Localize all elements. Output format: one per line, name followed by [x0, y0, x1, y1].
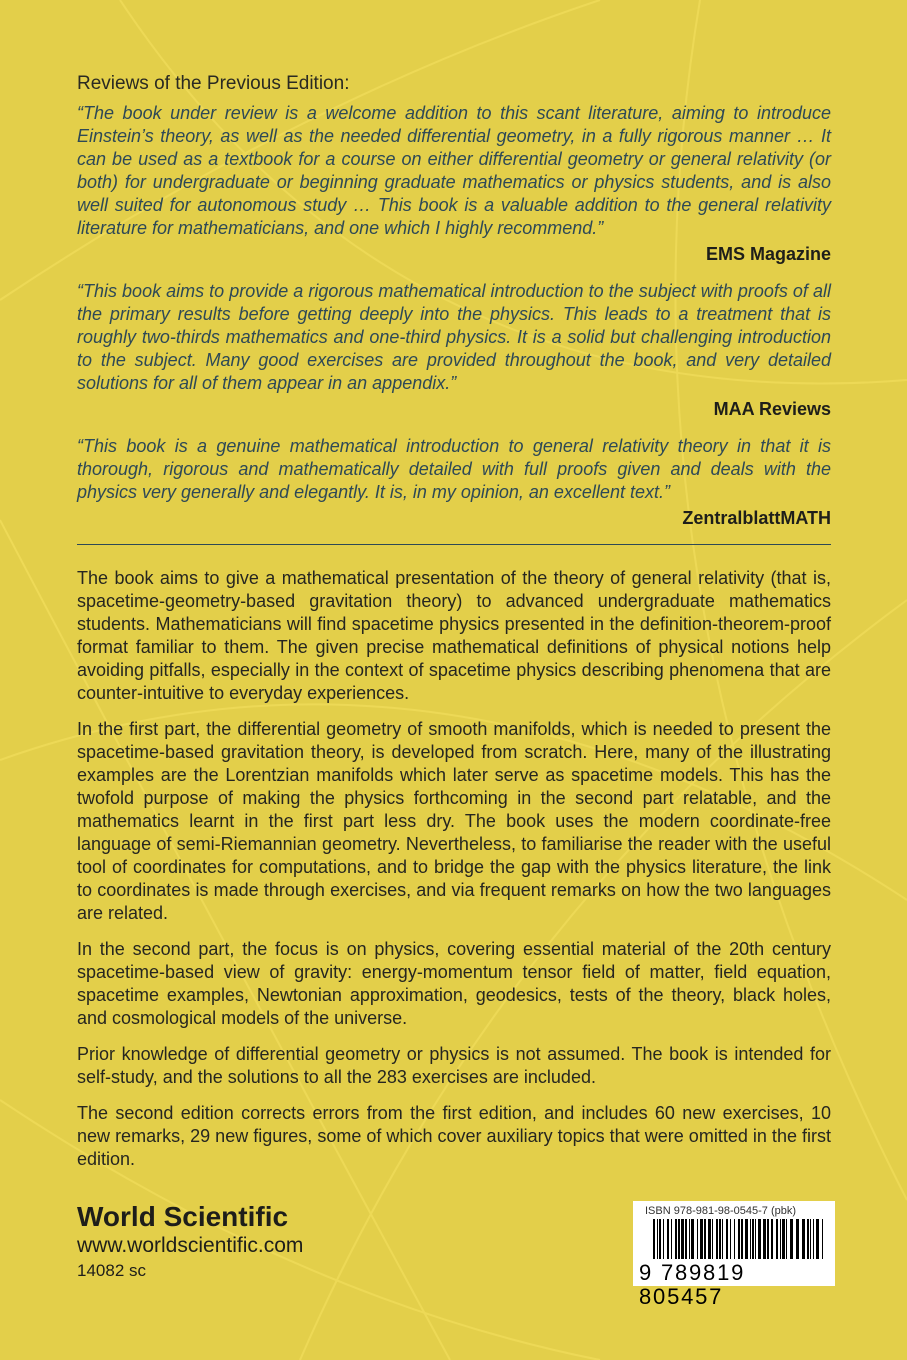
barcode-bar	[685, 1219, 687, 1259]
barcode-bar	[767, 1219, 769, 1259]
barcode-bar	[681, 1219, 684, 1259]
barcode-bar	[816, 1219, 819, 1259]
barcode-bar	[697, 1219, 698, 1259]
barcode-bar	[813, 1219, 814, 1259]
barcode-bar	[738, 1219, 740, 1259]
barcode-bar	[663, 1219, 664, 1259]
barcode-bar	[741, 1219, 743, 1259]
description-paragraph: In the second part, the focus is on physics, covering essential material of the 20th century spacetime-based view of gravity: energy-momentum tensor field of matter, field equation, spacetime examples, Newtonian approximation, geodesics, tests of the theory, black holes, and cosmological models of the universe.	[77, 939, 831, 1028]
description-paragraph: The second edition corrects errors from the first edition, and includes 60 new exercises, 10 new remarks, 29 new figures, some of which cover auxiliary topics that were omitted in the first edition.	[77, 1103, 831, 1169]
barcode-bar	[678, 1219, 680, 1259]
barcode-bar	[675, 1219, 677, 1259]
isbn-label: ISBN 978-981-98-0545-7 (pbk)	[645, 1205, 797, 1217]
barcode-bar	[776, 1219, 778, 1259]
barcode-bar	[719, 1219, 721, 1259]
divider	[77, 544, 831, 545]
description	[77, 567, 831, 1171]
product-code: 14082 sc	[77, 1261, 146, 1280]
description-paragraph: The book aims to give a mathematical presentation of the theory of general relativity (that is, spacetime-geometry-based gravitation theory) to advanced undergraduate mathematics students. Mathematicians will find spacetime physics presented in the definition-theorem-proof format familiar to them. The given precise mathematical definitions of physical notions help avoiding pitfalls, especially in the context of spacetime physics describing phenomena that are counter-intuitive to everyday experiences.	[77, 568, 831, 703]
barcode-bar	[807, 1219, 809, 1259]
barcode-bar	[758, 1219, 761, 1259]
publisher-name: World Scientific	[77, 1201, 289, 1232]
barcode-bar	[653, 1219, 655, 1259]
publisher-url: www.worldscientific.com	[77, 1234, 304, 1257]
back-cover-text	[77, 0, 831, 1171]
barcode-digits: 9 789819 805457	[639, 1260, 746, 1309]
barcode-bar	[822, 1219, 823, 1259]
review-source: ZentralblattMATH	[682, 508, 831, 528]
barcode-bars	[641, 1219, 827, 1263]
review-source: MAA Reviews	[713, 399, 831, 419]
barcode-bar	[750, 1219, 751, 1259]
barcode-bar	[786, 1219, 787, 1259]
barcode-bar	[700, 1219, 703, 1259]
review-quote: “This book aims to provide a rigorous mathematical introduction to the subject with proofs of all the primary results before getting deeply into the physics. This leads to a treatment that is roughly two-thirds mathematics and one-third physics. It is a solid but challenging introduction to the subject. Many good exercises are provided throughout the book, and very detailed solutions for all of them appear in an appendix.”	[77, 281, 831, 393]
barcode-bar	[716, 1219, 718, 1259]
barcode-bar	[763, 1219, 766, 1259]
barcode-bar	[802, 1219, 805, 1259]
barcode-bar	[691, 1219, 694, 1259]
barcode-bar	[771, 1219, 773, 1259]
barcode-bar	[796, 1219, 799, 1259]
review-quote: “The book under review is a welcome addition to this scant literature, aiming to introduce Einstein’s theory, as well as the needed differential geometry, in a fully rigorous manner … It can be used as a textbook for a course on either differential geometry or general relativity (or both) for undergraduate or beginning graduate mathematics or physics students, and is also well suited for autonomous study … This book is a valuable addition to the general relativity literature for mathematicians, and one which I highly recommend.”	[77, 103, 831, 238]
barcode-bar	[734, 1219, 735, 1259]
barcode-bar	[782, 1219, 785, 1259]
barcode-bar	[689, 1219, 690, 1259]
barcode-bar	[745, 1219, 748, 1259]
barcode-bar	[726, 1219, 728, 1259]
barcode-bar	[790, 1219, 793, 1259]
barcode-bar	[780, 1219, 781, 1259]
review-source: EMS Magazine	[705, 244, 831, 264]
description-paragraph: Prior knowledge of differential geometry or physics is not assumed. The book is intended for self-study, and the solutions to all the 283 exercises are included.	[77, 1044, 831, 1087]
review-quote: “This book is a genuine mathematical introduction to general relativity theory in that it is thorough, rigorous and mathematically detailed with full proofs given and deals with the physics very generally and elegantly. It is, in my opinion, an excellent text.”	[77, 436, 831, 502]
description-paragraph: In the first part, the differential geometry of smooth manifolds, which is needed to present the spacetime-based gravitation theory, is developed from scratch. Here, many of the illustrating examples are the Lorentzian manifolds which later serve as spacetime models. This has the twofold purpose of making the physics forthcoming in the second part relatable, and the mathematics learnt in the first part less dry. The book uses the modern coordinate-free language of semi-Riemannian geometry. Nevertheless, to familiarise the reader with the useful tool of coordinates for computations, and to bridge the gap with the physics literature, the link to coordinates is made through exercises, and via frequent remarks on how the two languages are related.	[77, 719, 831, 923]
reviews-heading: Reviews of the Previous Edition:	[77, 73, 350, 94]
cover-footer	[77, 1201, 835, 1316]
isbn-barcode	[633, 1201, 835, 1309]
barcode-bar	[755, 1219, 756, 1259]
barcode-bar	[722, 1219, 723, 1259]
barcode-bar	[708, 1219, 711, 1259]
barcode-bar	[657, 1219, 658, 1259]
barcode-bar	[659, 1219, 661, 1259]
barcode-bar	[730, 1219, 731, 1259]
barcode-bar	[667, 1219, 669, 1259]
barcode-bar	[810, 1219, 811, 1259]
publisher-block	[77, 1201, 303, 1283]
barcode-bar	[752, 1219, 754, 1259]
barcode-bar	[671, 1219, 672, 1259]
barcode-bar	[704, 1219, 706, 1259]
barcode-bar	[712, 1219, 713, 1259]
